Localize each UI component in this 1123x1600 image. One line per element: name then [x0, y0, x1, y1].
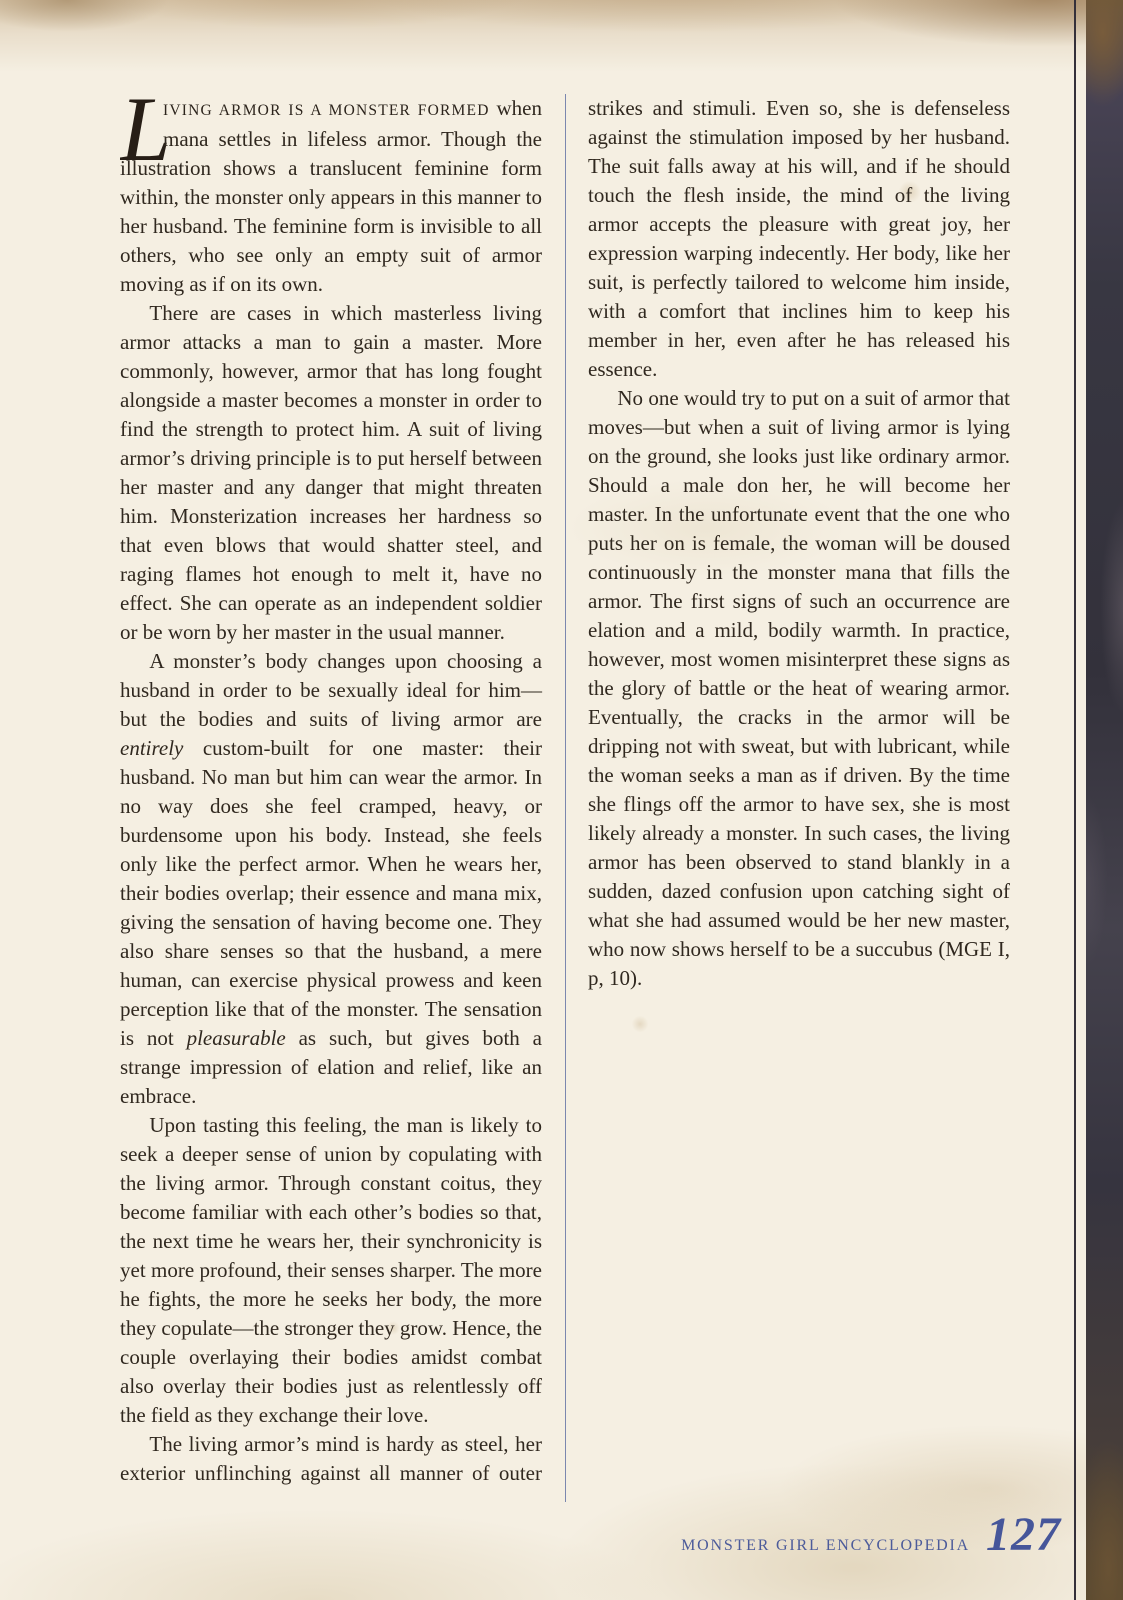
book-title: MONSTER GIRL ENCYCLOPEDIA [681, 1537, 970, 1554]
paragraph-text: A monster’s body changes upon choosing a husband in order to be sexually ideal for him—but the bodies and suits of living armor are [120, 649, 542, 731]
paragraph-text: custom-built for one master: their husband. No man but him can wear the armor. In no way does she feel cramped, heavy, or burdensome upon his body. Instead, she feels only like the perfect armor. When he wears her, their bodies overlap; their essence and mana mix, giving the sensation of having become one. They also share senses so that the husband, a mere human, can exercise physical prowess and keen perception like that of the monster. The sensation is not [120, 736, 542, 1050]
binding-edge-texture [1086, 0, 1123, 1600]
paragraph-opening [120, 94, 542, 299]
italic-word: pleasurable [186, 1026, 286, 1050]
paragraph: There are cases in which masterless living armor attacks a man to gain a master. More commonly, however, armor that has long fought alongside a master becomes a monster in order to find the strength to protect him. A suit of living armor’s driving principle is to put herself between her master and any danger that might threaten him. Monsterization increases her hardness so that even blows that would shatter steel, and raging flames hot enough to melt it, have no effect. She can operate as an independent soldier or be worn by her master in the usual manner. [120, 301, 542, 644]
paragraph: The living armor’s mind is hardy as steel, her exterior unflinching against all manner of outer strikes and stimuli. Even so, she is defenseless against the stimulation imposed by her husband. The suit falls away at his will, and if he should touch the flesh inside, the mind of the living armor accepts the pleasure with great joy, her expression warping indecently. Her body, like her suit, is perfectly tailored to welcome him inside, with a comfort that inclines him to keep his member in her, even after he has released his essence. [120, 96, 1010, 1485]
article-text-columns [120, 94, 1010, 1502]
page-footer [681, 1507, 1061, 1562]
paragraph [120, 647, 542, 1111]
paragraph: No one would try to put on a suit of armor that moves—but when a suit of living armor is lying on the ground, she looks just like ordinary armor. Should a male don her, he will become her master. In the unfortunate event that the one who puts her on is female, the woman will be doused continuously in the monster mana that fills the armor. The first signs of such an occurrence are elation and a mild, bodily warmth. In practice, however, most women misinterpret these signs as the glory of battle or the heat of wearing armor. Eventually, the cracks in the armor will be dripping not with sweat, but with lubricant, while the woman seeks a man as if driven. By the time she flings off the armor to have sex, she is most likely already a monster. In such cases, the living armor has been observed to stand blankly in a sudden, dazed confusion upon catching sight of what she had assumed would be her new master, who now shows herself to be a succubus (MGE I, p, 10). [588, 386, 1010, 990]
page-number: 127 [986, 1508, 1061, 1561]
paragraph-text: when mana settles in lifeless armor. Though the illustration shows a translucent feminine form within, the monster only appears in this manner to her husband. The feminine form is invisible to all others, who see only an empty suit of armor moving as if on its own. [120, 96, 542, 296]
dropcap-letter: L [120, 94, 172, 180]
italic-word: entirely [120, 736, 184, 760]
paragraph: Upon tasting this feeling, the man is likely to seek a deeper sense of union by copulating with the living armor. Through constant coitus, they become familiar with each other’s bodies so that, the next time he wears her, their synchronicity is yet more profound, their senses sharper. The more he fights, the more he seeks her body, the more they copulate—the stronger they grow. Hence, the couple overlaying their bodies amidst combat also overlay their bodies just as relentlessly off the field as they exchange their love. [120, 1113, 542, 1427]
binding-edge-line [1074, 0, 1076, 1600]
paragraph-text: as such, but gives both a strange impression of elation and relief, like an embrace. [120, 1026, 542, 1108]
top-edge-stain [0, 0, 1123, 72]
lead-smallcaps: IVING ARMOR IS A MONSTER FORMED [163, 102, 490, 119]
